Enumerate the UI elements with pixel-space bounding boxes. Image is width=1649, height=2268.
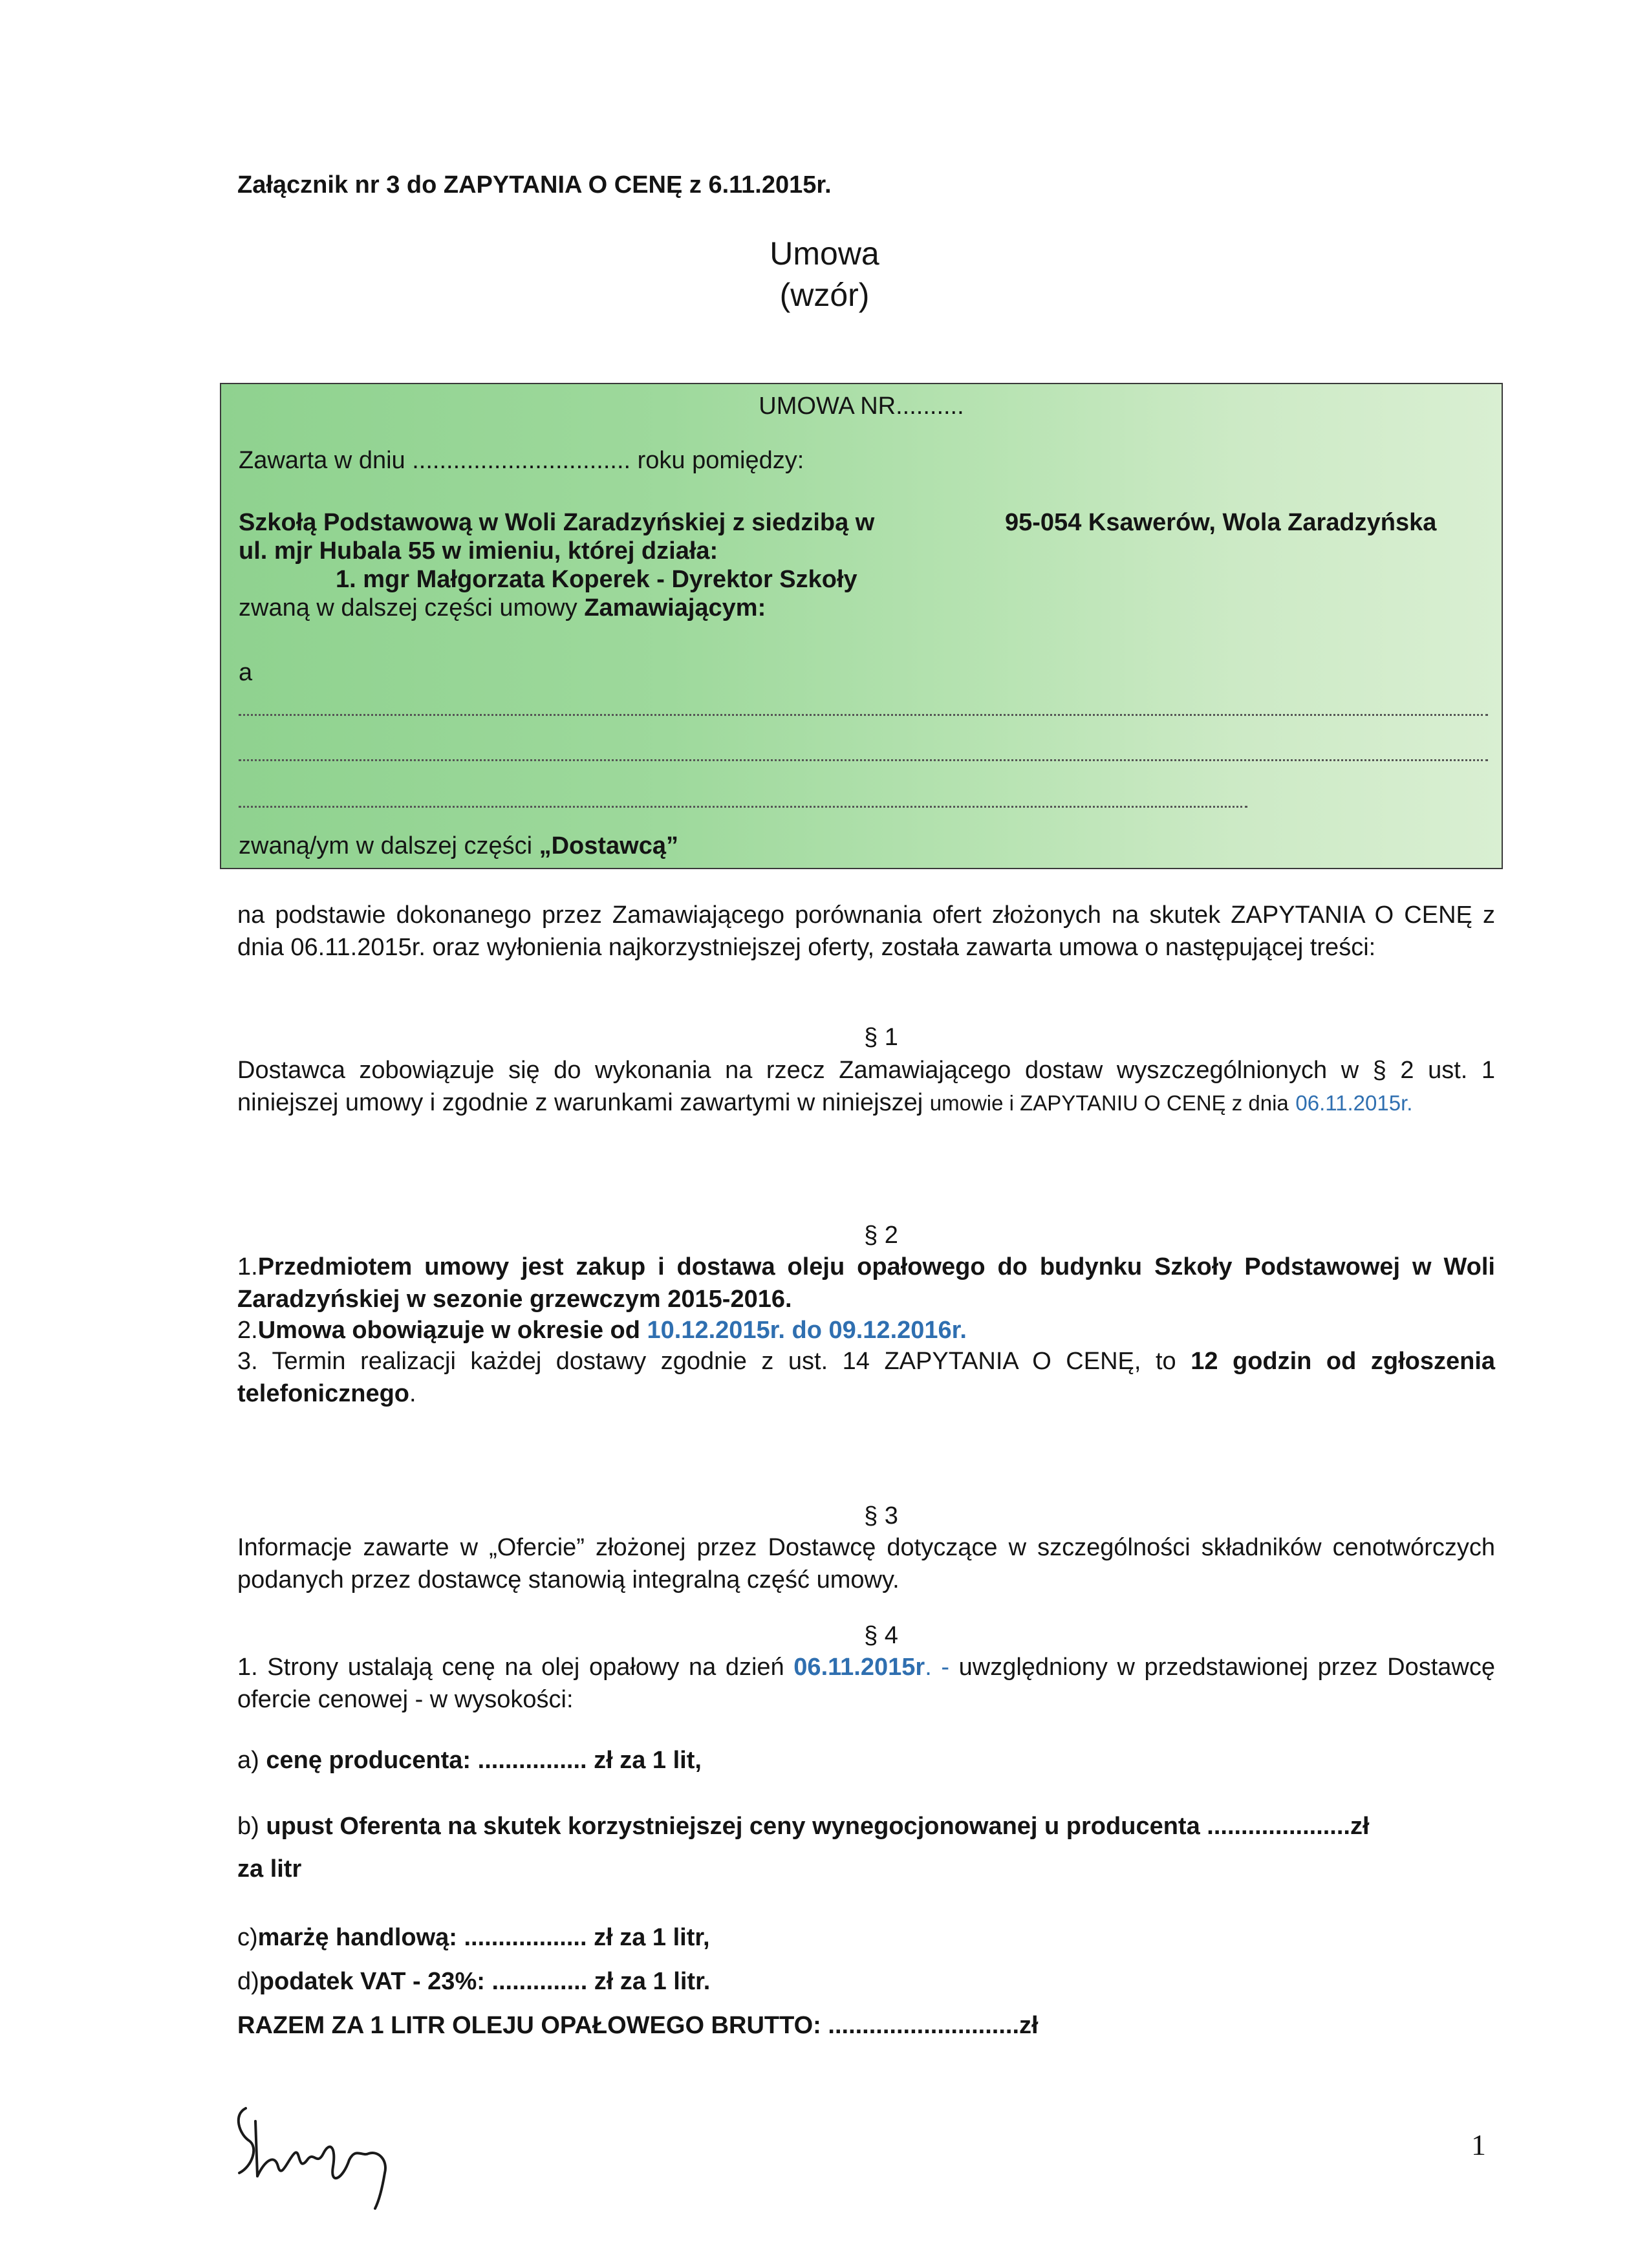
price-item-b-text: upust Oferenta na skutek korzystniejszej ceny wynegocjonowanej u producenta .....................zł xyxy=(266,1813,1370,1840)
section-1-heading: § 1 xyxy=(864,1024,898,1051)
section-4-heading: § 4 xyxy=(864,1622,898,1649)
section-4-point-1-text: 1. Strony ustalają cenę na olej opałowy na dzień xyxy=(237,1654,784,1681)
party1-representative: 1. mgr Małgorzata Koperek - Dyrektor Szkoły xyxy=(336,566,857,593)
party2-called xyxy=(239,830,678,861)
section-1-text xyxy=(237,1054,1495,1119)
document-subtitle: (wzór) xyxy=(779,277,870,313)
party1-street: ul. mjr Hubala 55 w imieniu, której działa: xyxy=(239,537,718,565)
section-2-point-2-text: Umowa obowiązuje w okresie od xyxy=(257,1317,640,1344)
document-title: Umowa xyxy=(770,235,879,272)
price-total: RAZEM ZA 1 LITR OLEJU OPAŁOWEGO BRUTTO: ............................zł xyxy=(237,2012,1039,2039)
price-item-d-text: podatek VAT - 23%: .............. zł za 1 litr. xyxy=(259,1968,711,1995)
section-3-text: Informacje zawarte w „Ofercie” złożonej przez Dostawcę dotyczące w szczególności składników cenotwórczych podanych przez dostawcę stanowią integralną część umowy. xyxy=(237,1534,1495,1593)
section-4-dash: - xyxy=(931,1654,950,1681)
price-item-d xyxy=(237,1966,710,1997)
section-2-point-2 xyxy=(237,1314,1495,1346)
section-2-point-3-text: 3. Termin realizacji każdej dostawy zgodnie z ust. 14 ZAPYTANIA O CENĘ, to xyxy=(237,1348,1176,1375)
supplier-blank-line-2 xyxy=(239,759,1488,761)
party2-called-prefix: zwaną/ym w dalszej części xyxy=(239,832,533,859)
section-4-price-date: 06.11.2015r xyxy=(793,1654,925,1681)
contract-number: UMOWA NR.......... xyxy=(759,393,964,420)
price-item-a-prefix: a) xyxy=(237,1747,259,1774)
section-2-point-3-bold: 12 godzin od zgłoszenia telefonicznego xyxy=(237,1348,1496,1407)
attachment-header: Załącznik nr 3 do ZAPYTANIA O CENĘ z 6.11.2015r. xyxy=(237,171,832,199)
section-2-point-2-num: 2. xyxy=(237,1317,258,1344)
concluded-prefix: Zawarta w dniu xyxy=(239,447,405,474)
price-item-b-prefix: b) xyxy=(237,1813,259,1840)
section-2-point-1-num: 1. xyxy=(237,1253,258,1280)
section-2-heading: § 2 xyxy=(864,1222,898,1249)
section-4-price-date-dot: . xyxy=(925,1654,932,1681)
price-item-c-text: marżę handlową: .................. zł za 1 litr, xyxy=(257,1924,710,1951)
party1-called-name: Zamawiającym: xyxy=(584,594,766,621)
section-1-text-tail: umowie i ZAPYTANIU O CENĘ z dnia xyxy=(929,1091,1289,1115)
and-conjunction: a xyxy=(239,659,253,686)
section-2-contract-period: 10.12.2015r. do 09.12.2016r. xyxy=(647,1317,967,1344)
price-item-b xyxy=(237,1811,1370,1842)
price-item-a xyxy=(237,1745,702,1776)
party1-address: 95-054 Ksawerów, Wola Zaradzyńska xyxy=(1005,509,1437,536)
section-2-point-3 xyxy=(237,1345,1495,1410)
section-4-point-1 xyxy=(237,1651,1495,1716)
section-1-text-main: Dostawca zobowiązuje się do wykonania na rzecz Zamawiającego dostaw wyszczególnionych w § 2 ust. 1 niniejszej umowy i zgodnie z warunkami zawartymi w niniejszej xyxy=(237,1057,1495,1116)
concluded-line xyxy=(239,445,804,476)
supplier-blank-line-1 xyxy=(239,714,1488,716)
intro-paragraph: na podstawie dokonanego przez Zamawiającego porównania ofert złożonych na skutek ZAPYTANIA O CENĘ z dnia 06.11.2015r. oraz wyłonienia najkorzystniejszej oferty, została zawarta umowa o następującej treści: xyxy=(237,902,1495,961)
price-item-d-prefix: d) xyxy=(237,1968,259,1995)
section-2-point-1-text: Przedmiotem umowy jest zakup i dostawa oleju opałowego do budynku Szkoły Podstawowej w Woli Zaradzyńskiej w sezonie grzewczym 2015-2016. xyxy=(237,1253,1495,1313)
section-4-point-1-rest: uwzględniony w przedstawionej przez Dostawcę ofercie cenowej - w wysokości: xyxy=(237,1654,1495,1713)
price-item-a-text: cenę producenta: ................ zł za 1 lit, xyxy=(266,1747,702,1774)
price-item-c xyxy=(237,1922,710,1953)
section-2-point-1 xyxy=(237,1251,1495,1315)
section-3-heading: § 3 xyxy=(864,1502,898,1529)
handwritten-signature xyxy=(226,2082,420,2212)
section-1-date: 06.11.2015r. xyxy=(1295,1091,1413,1115)
section-2-point-3-end: . xyxy=(409,1380,416,1407)
contract-parties-box xyxy=(220,383,1503,869)
concluded-suffix: roku pomiędzy: xyxy=(637,447,804,474)
price-item-b-continuation: za litr xyxy=(237,1855,302,1883)
party1-called-prefix: zwaną w dalszej części umowy xyxy=(239,594,577,621)
supplier-blank-line-3 xyxy=(239,806,1247,808)
concluded-date-placeholder: ................................ xyxy=(412,447,631,474)
price-item-c-prefix: c) xyxy=(237,1924,258,1951)
party1-called xyxy=(239,592,766,623)
party1-name: Szkołą Podstawową w Woli Zaradzyńskiej z siedzibą w xyxy=(239,509,875,536)
page-number: 1 xyxy=(1471,2128,1486,2161)
party2-called-name: „Dostawcą” xyxy=(539,832,679,859)
